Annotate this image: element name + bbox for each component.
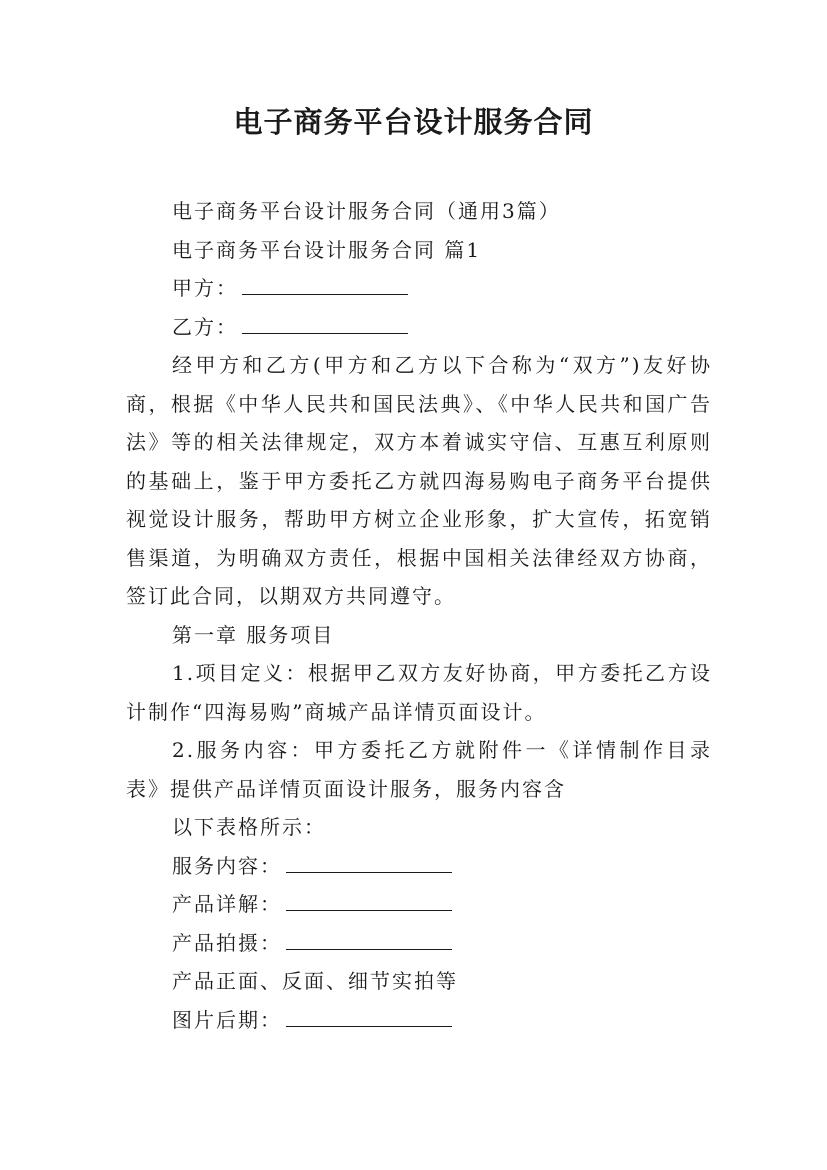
party-b-blank [242,309,408,334]
document-body [126,192,712,1039]
chapter-heading: 第一章 服务项目 [172,622,335,647]
product-photo-blank [286,925,452,950]
party-a-blank [242,270,408,295]
product-detail-label: 产品详解： [172,892,282,916]
party-b-line [126,308,712,347]
subtitle-line: 电子商务平台设计服务合同（通用3篇） [172,199,561,223]
party-a-line [126,269,712,308]
item-1-paragraph: 1.项目定义：根据甲乙双方友好协商，甲方委托乙方设计制作“四海易购”商城产品详情页面设计。 [126,661,712,724]
table-intro-line: 以下表格所示： [172,815,326,839]
product-photo-detail-line: 产品正面、反面、细节实拍等 [172,969,458,993]
image-post-label: 图片后期： [172,1007,282,1032]
document-title: 电子商务平台设计服务合同 [233,105,594,139]
intro-paragraph: 经甲方和乙方(甲方和乙方以下合称为“双方”)友好协商，根据《中华人民共和国民法典》、《中华人民共和国广告法》等的相关法律规定，双方本着诚实守信、互惠互利原则的基础上，鉴于甲方委托乙方就四海易购电子商务平台提供视觉设计服务，帮助甲方树立企业形象，扩大宣传，拓宽销售渠道，为明确双方责任，根据中国相关法律经双方协商，签订此合同，以期双方共同遵守。 [126,353,712,608]
service-content-line [126,847,712,886]
product-detail-line [126,885,712,924]
product-photo-line [126,924,712,963]
item-2-paragraph: 2.服务内容：甲方委托乙方就附件一《详情制作目录表》提供产品详情页面设计服务，服务内容含 [126,738,712,801]
service-content-blank [286,848,452,873]
image-post-line [126,1001,712,1040]
image-post-blank [286,1002,452,1027]
party-b-label: 乙方： [172,314,238,339]
party-a-label: 甲方： [172,276,238,300]
section-heading: 电子商务平台设计服务合同 篇1 [172,237,482,262]
product-photo-label: 产品拍摄： [172,930,282,955]
service-content-label: 服务内容： [172,853,282,878]
product-detail-blank [286,886,452,911]
